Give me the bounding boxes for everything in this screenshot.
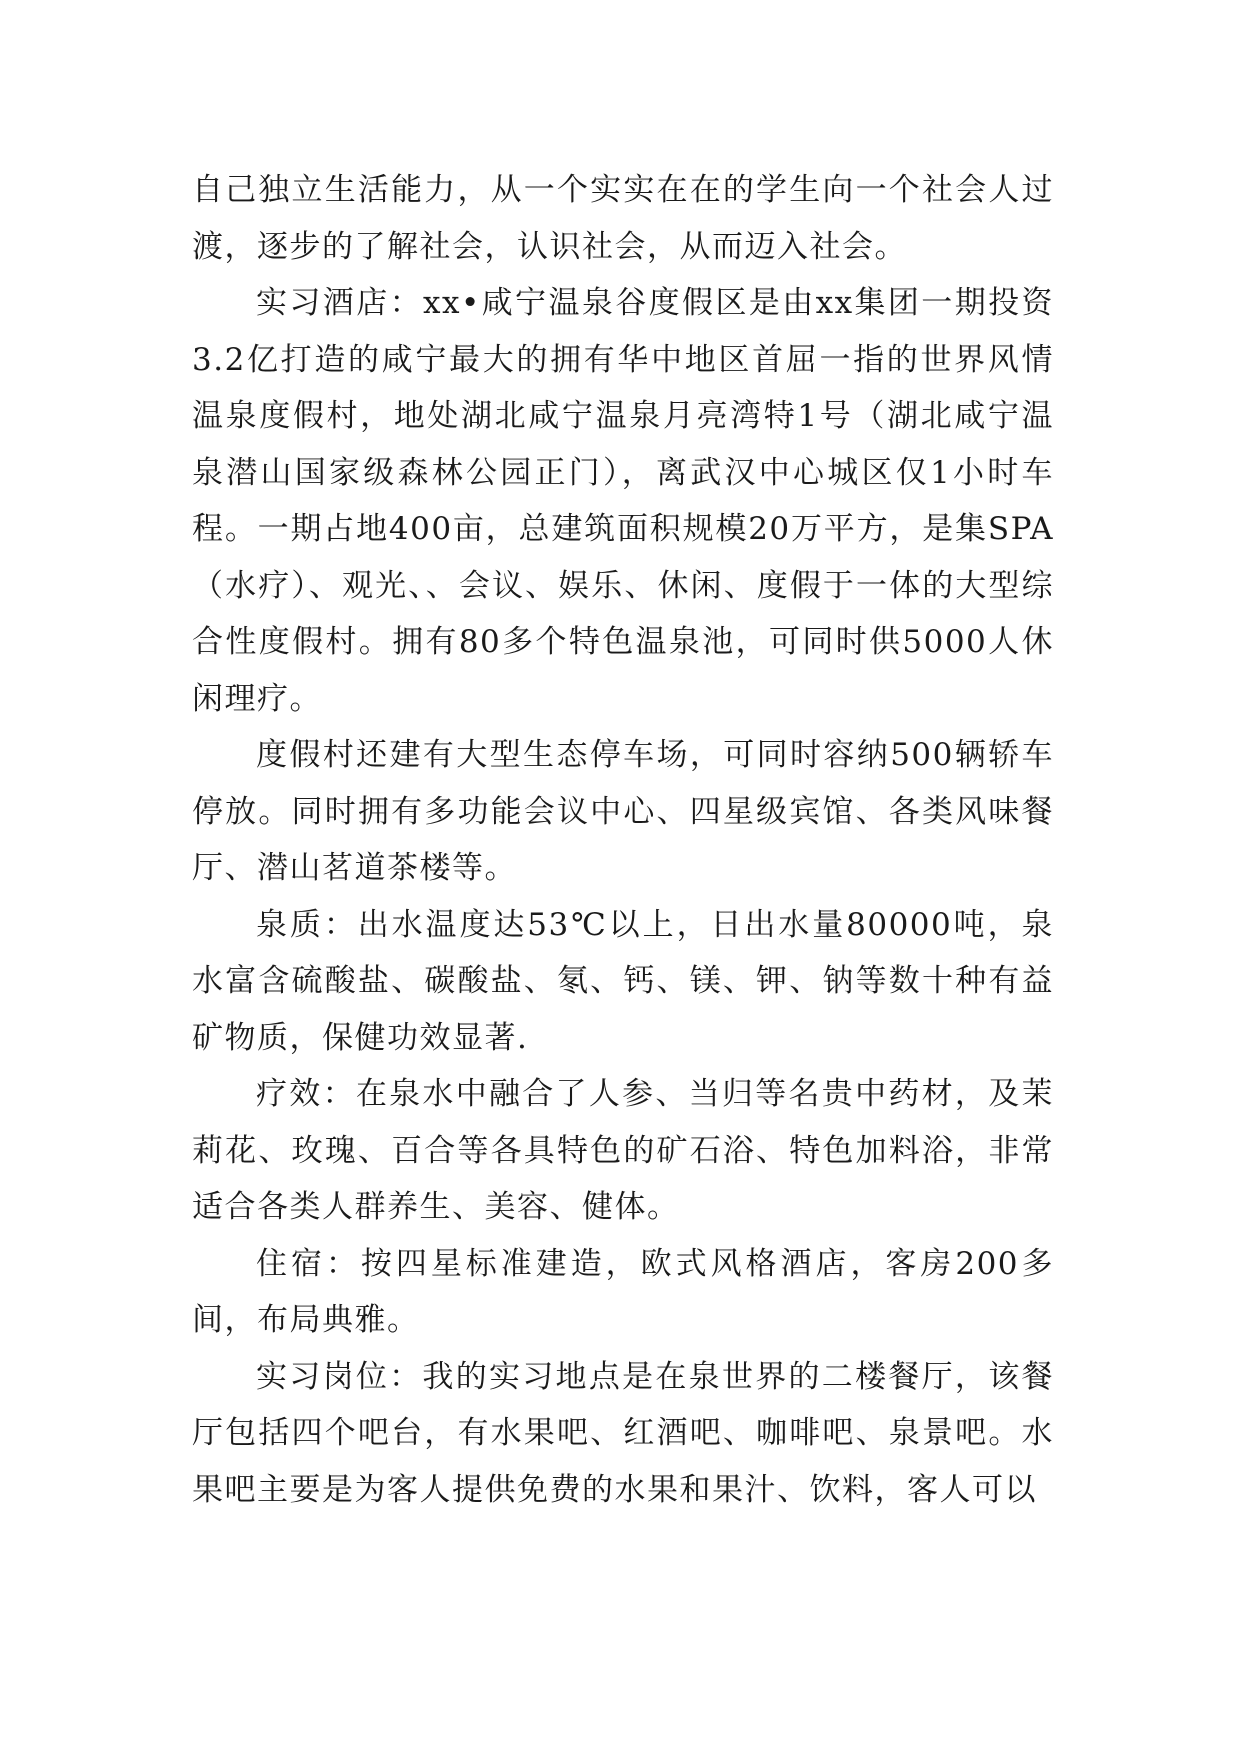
document-body bbox=[192, 162, 1054, 1518]
paragraph-internship-position: 实习岗位：我的实习地点是在泉世界的二楼餐厅，该餐厅包括四个吧台，有水果吧、红酒吧、咖啡吧、泉景吧。水果吧主要是为客人提供免费的水果和果汁、饮料，客人可以 bbox=[192, 1358, 1054, 1508]
paragraph-spring-quality: 泉质：出水温度达53℃以上，日出水量80000吨，泉水富含硫酸盐、碳酸盐、氡、钙、镁、钾、钠等数十种有益矿物质，保健功效显著. bbox=[192, 906, 1054, 1056]
paragraph-facilities: 度假村还建有大型生态停车场，可同时容纳500辆轿车停放。同时拥有多功能会议中心、四星级宾馆、各类风味餐厅、潜山茗道茶楼等。 bbox=[192, 737, 1054, 886]
paragraph-therapy: 疗效：在泉水中融合了人参、当归等名贵中药材，及茉莉花、玫瑰、百合等各具特色的矿石浴、特色加料浴，非常适合各类人群养生、美容、健体。 bbox=[192, 1076, 1054, 1225]
paragraph-accommodation: 住宿：按四星标准建造，欧式风格酒店，客房200多间，布局典雅。 bbox=[192, 1245, 1054, 1338]
paragraph-continuation: 自己独立生活能力，从一个实实在在的学生向一个社会人过渡，逐步的了解社会，认识社会，从而迈入社会。 bbox=[192, 172, 1054, 265]
paragraph-internship-hotel: 实习酒店：xx•咸宁温泉谷度假区是由xx集团一期投资3.2亿打造的咸宁最大的拥有华中地区首屈一指的世界风情温泉度假村，地处湖北咸宁温泉月亮湾特1号（湖北咸宁温泉潜山国家级森林公园正门），离武汉中心城区仅1小时车程。一期占地400亩，总建筑面积规模20万平方，是集SPA（水疗）、观光、、会议、娱乐、休闲、度假于一体的大型综合性度假村。拥有80多个特色温泉池，可同时供5000人休闲理疗。 bbox=[192, 285, 1054, 717]
